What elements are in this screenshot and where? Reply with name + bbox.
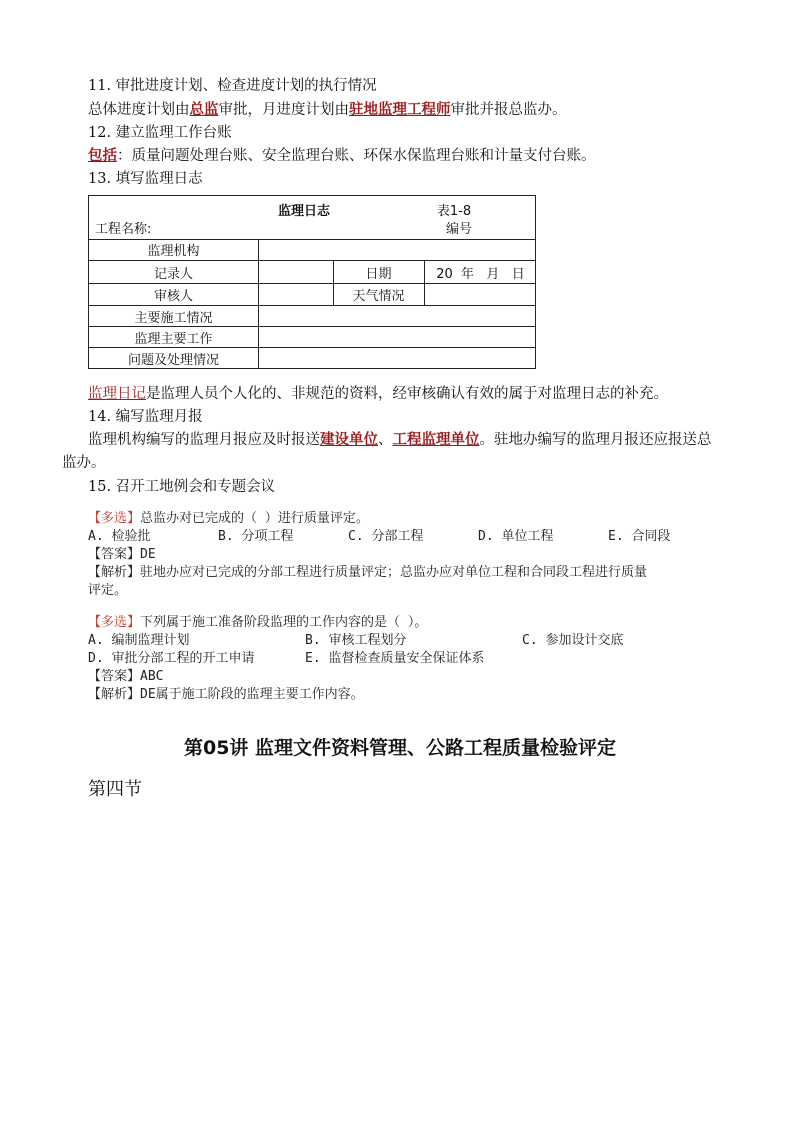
keyword-resident-engineer: 驻地监理工程师 xyxy=(349,101,451,118)
keyword-supervision-diary: 监理日记 xyxy=(88,386,146,402)
item-14-title: 14. 编写监理月报 xyxy=(88,409,203,425)
log-row-label: 记录人 xyxy=(153,266,193,282)
keyword-construction-unit: 建设单位 xyxy=(320,431,378,448)
question-1-analysis: 【解析】驻地办应对已完成的分部工程进行质量评定；总监办应对单位工程和合同段工程进行质量 xyxy=(88,565,648,580)
item-12-title: 12. 建立监理工作台账 xyxy=(88,125,232,141)
option: A. 检验批 xyxy=(88,529,151,544)
item-15-title: 15. 召开工地例会和专题会议 xyxy=(88,479,276,495)
option: B. 分项工程 xyxy=(218,529,294,544)
question-1-stem: 【多选】总监办对已完成的（ ）进行质量评定。 xyxy=(88,511,369,526)
item-14-text: 监理机构编写的监理月报应及时报送建设单位、工程监理单位。驻地办编写的监理月报还应报送总 xyxy=(88,431,712,448)
question-2-answer: 【答案】ABC xyxy=(88,669,164,684)
log-row-label: 监理机构 xyxy=(147,244,200,259)
option: E. 监督检查质量安全保证体系 xyxy=(305,651,485,666)
keyword-supervision-unit: 工程监理单位 xyxy=(392,431,480,448)
item-14-text-cont: 监办。 xyxy=(62,455,106,471)
log-row-label: 监理主要工作 xyxy=(134,331,213,347)
log-row-label: 审核人 xyxy=(153,289,193,304)
log-row-label: 问题及处理情况 xyxy=(127,353,219,368)
item-12-text: 包括：质量问题处理台账、安全监理台账、环保水保监理台账和计量支付台账。 xyxy=(88,147,596,164)
log-form-no: 表1-8 xyxy=(436,203,472,219)
question-2-options-row2 xyxy=(88,650,484,668)
option: D. 审批分部工程的开工申请 xyxy=(88,651,255,666)
log-title: 监理日志 xyxy=(277,203,330,219)
keyword-include: 包括 xyxy=(88,147,117,164)
option: D. 单位工程 xyxy=(478,529,554,544)
lecture-heading: 第05讲 监理文件资料管理、公路工程质量检验评定 xyxy=(183,737,617,759)
question-2-options-row1 xyxy=(88,632,623,650)
log-row-label: 主要施工情况 xyxy=(134,310,213,326)
option: B. 审核工程划分 xyxy=(305,633,407,648)
log-date-label: 日期 xyxy=(365,266,392,282)
question-2-analysis: 【解析】DE属于施工阶段的监理主要工作内容。 xyxy=(88,687,364,702)
item-11-title: 11. 审批进度计划、检查进度计划的执行情况 xyxy=(88,78,377,94)
question-1-analysis-cont: 评定。 xyxy=(88,583,128,598)
log-weather-label: 天气情况 xyxy=(352,289,405,304)
multi-choice-tag: 【多选】 xyxy=(88,511,141,526)
option: C. 分部工程 xyxy=(348,529,424,544)
log-note: 监理日记是监理人员个人化的、非规范的资料，经审核确认有效的属于对监理日志的补充。 xyxy=(88,386,668,402)
multi-choice-tag: 【多选】 xyxy=(88,615,141,630)
item-11-text: 总体进度计划由总监审批，月进度计划由驻地监理工程师审批并报总监办。 xyxy=(88,101,567,118)
log-project-label: 工程名称: xyxy=(95,221,152,237)
supervision-log-table xyxy=(88,195,536,369)
item-13-title: 13. 填写监理日志 xyxy=(88,171,203,187)
option: E. 合同段 xyxy=(608,529,671,544)
keyword-chief-supervisor: 总监 xyxy=(189,101,219,118)
log-table-header xyxy=(89,196,535,240)
option: C. 参加设计交底 xyxy=(522,633,624,648)
log-serial-label: 编号 xyxy=(445,221,472,237)
question-2-stem: 【多选】下列属于施工准备阶段监理的工作内容的是（ ）。 xyxy=(88,615,428,630)
log-date-value: 20 年 月 日 xyxy=(436,266,525,282)
question-1-answer: 【答案】DE xyxy=(88,547,156,562)
section-title: 第四节 xyxy=(88,779,142,800)
option: A. 编制监理计划 xyxy=(88,633,190,648)
question-1-options xyxy=(88,528,670,546)
